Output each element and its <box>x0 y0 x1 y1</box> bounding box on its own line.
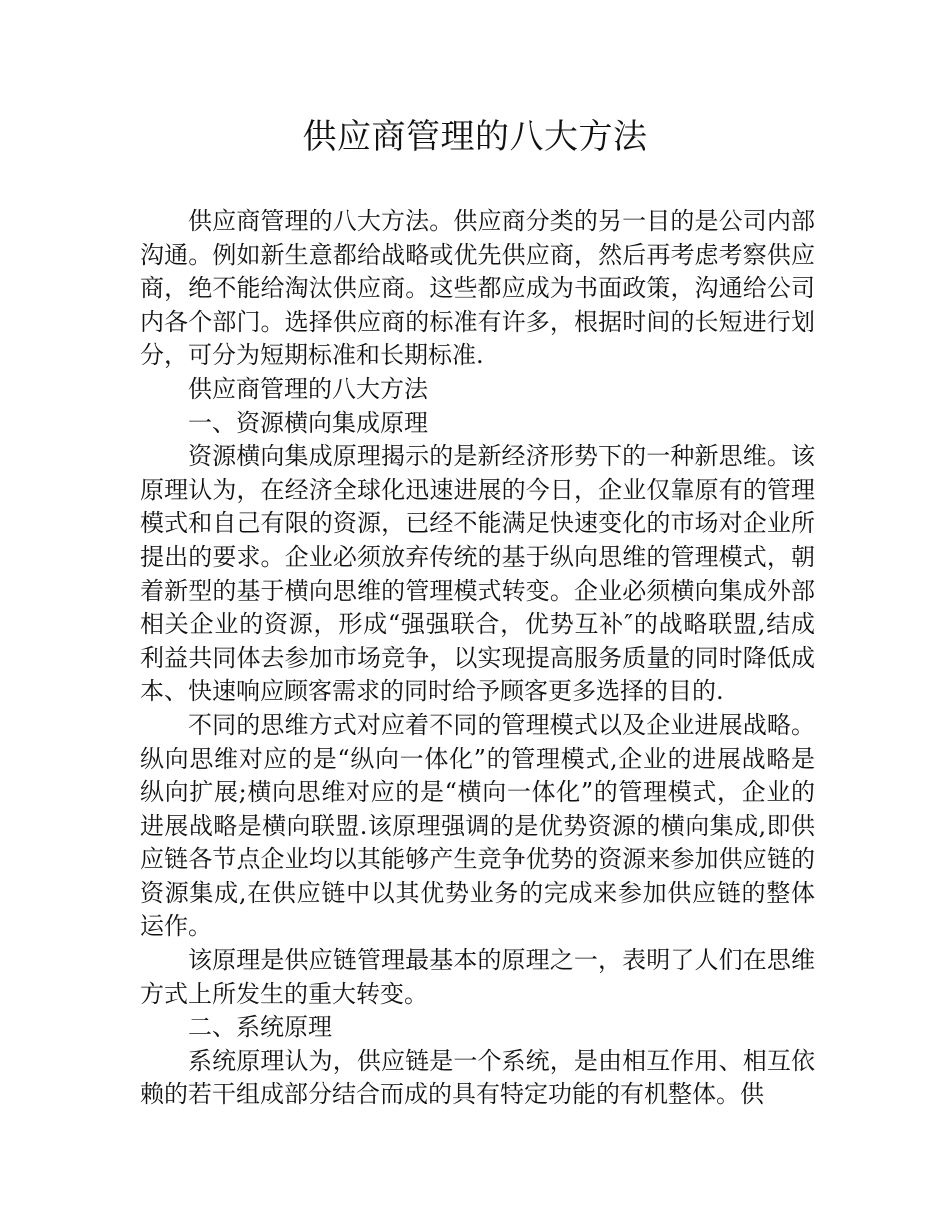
section-heading-1: 一、资源横向集成原理 <box>188 408 428 437</box>
page-title: 供应商管理的八大方法 <box>302 117 648 157</box>
paragraph-resource-integration: 资源横向集成原理揭示的是新经济形势下的一种新思维。该原理认为，在经济全球化迅速进展的今日，企业仅靠原有的管理模式和自己有限的资源，已经不能满足快速变化的市场对企业所提出的要求。企业必须放弃传统的基于纵向思维的管理模式，朝着新型的基于横向思维的管理模式转变。企业必须横向集成外部相关企业的资源，形成“强强联合，优势互补″的战略联盟,结成利益共同体去参加市场竞争，以实现提高服务质量的同时降低成本、快速响应顾客需求的同时给予顾客更多选择的目的. <box>140 442 815 706</box>
paragraph-thinking-modes: 不同的思维方式对应着不同的管理模式以及企业进展战略。纵向思维对应的是“纵向一体化”的管理模式,企业的进展战略是纵向扩展;横向思维对应的是“横向一体化”的管理模式，企业的进展战略是横向联盟.该原理强调的是优势资源的横向集成,即供应链各节点企业均以其能够产生竞争优势的资源来参加供应链的资源集成,在供应链中以其优势业务的完成来参加供应链的整体运作。 <box>140 710 815 941</box>
paragraph-system-principle: 系统原理认为，供应链是一个系统，是由相互作用、相互依赖的若干组成部分结合而成的具有特定功能的有机整体。供 <box>140 1046 815 1109</box>
paragraph-intro: 供应商管理的八大方法。供应商分类的另一目的是公司内部沟通。例如新生意都给战略或优先供应商，然后再考虑考察供应商，绝不能给淘汰供应商。这些都应成为书面政策，沟通给公司内各个部门。选择供应商的标准有许多，根据时间的长短进行划分，可分为短期标准和长期标准. <box>140 207 815 370</box>
document-body <box>140 205 815 1112</box>
paragraph-principle-summary: 该原理是供应链管理最基本的原理之一，表明了人们在思维方式上所发生的重大转变。 <box>140 946 815 1008</box>
section-heading-main: 供应商管理的八大方法 <box>188 374 428 403</box>
section-heading-2: 二、系统原理 <box>188 1013 332 1042</box>
